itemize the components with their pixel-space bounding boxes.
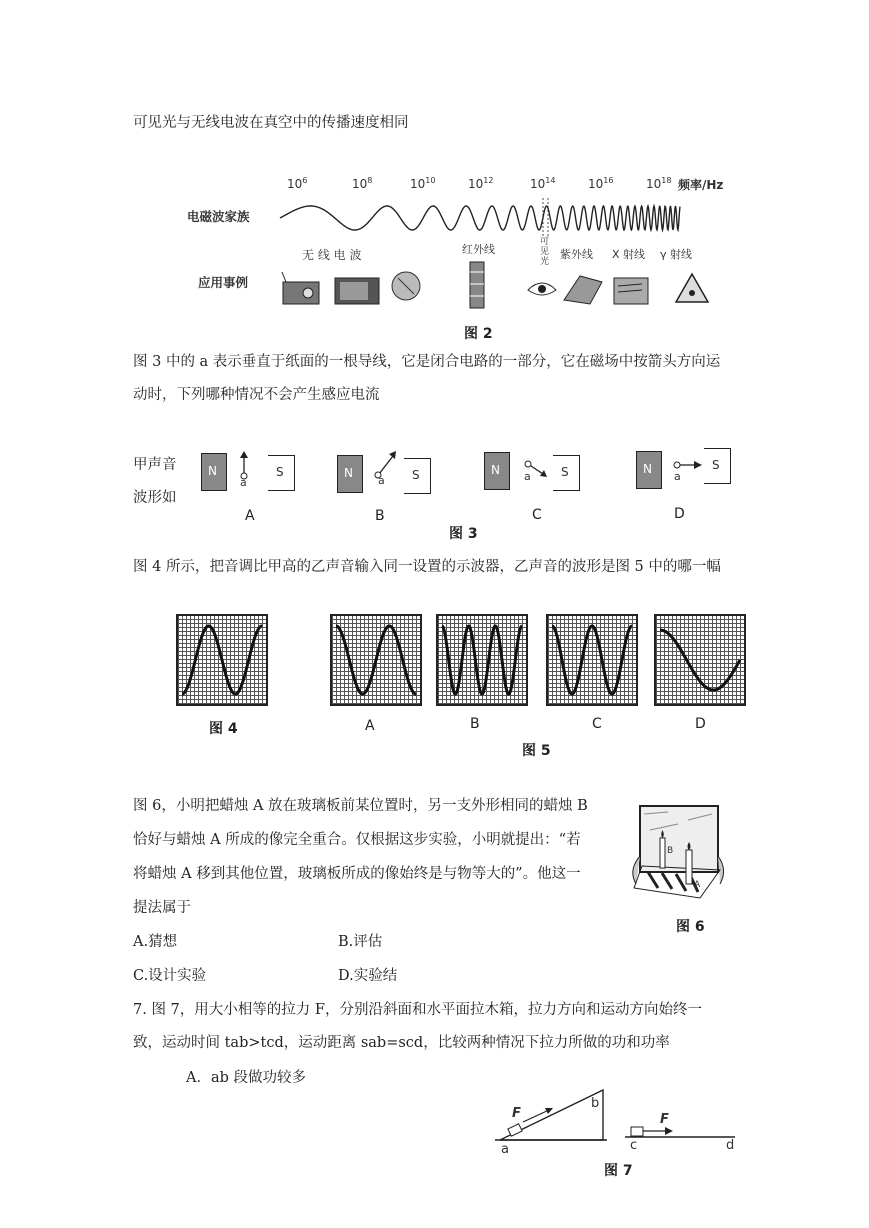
band-gamma: γ 射线 <box>660 248 693 261</box>
option-label-c: C <box>592 716 602 732</box>
q6-text-line-2: 恰好与蜡烛 A 所成的像完全重合。仅根据这步实验，小明就提出：“若 <box>133 832 581 848</box>
application-examples <box>280 260 700 310</box>
q4-text-line: 图 4 所示，把音调比甲高的乙声音输入同一设置的示波器，乙声音的波形是图 5 中的哪一幅 <box>133 559 721 575</box>
figure-3-caption: 图 3 <box>449 526 478 542</box>
freq-label-1e10: $10^{10}$ <box>410 176 436 191</box>
waveform-trace <box>552 626 632 694</box>
radiation-sign-icon <box>676 274 708 302</box>
q7-option-a: A．ab 段做功较多 <box>186 1070 307 1086</box>
wire-label: a <box>674 470 681 483</box>
band-ultraviolet: 紫外线 <box>560 248 593 261</box>
row-label-wave: 电磁波家族 <box>187 209 250 224</box>
spectrum-wave-icon <box>280 198 700 238</box>
option-label-c: C <box>532 507 542 523</box>
figure-4-caption: 图 4 <box>209 721 238 737</box>
band-radio: 无 线 电 波 <box>302 248 362 262</box>
q6-option-a: A.猜想 <box>133 934 178 950</box>
figure-6-caption: 图 6 <box>676 919 705 935</box>
wire-label: a <box>524 470 531 483</box>
waveform-trace <box>442 626 522 694</box>
magnet-north-pole: N <box>201 453 227 491</box>
q3-text-line-1: 图 3 中的 a 表示垂直于纸面的一根导线，它是闭合电路的一部分，它在磁场中按箭头方向运 <box>133 354 721 370</box>
q7-text-line-1: 7. 图 7，用大小相等的拉力 F，分别沿斜面和水平面拉木箱，拉力方向和运动方向始终一 <box>133 1002 702 1018</box>
freq-unit-label: 频率/Hz <box>678 178 724 192</box>
incline-and-horizontal-diagram <box>495 1082 745 1152</box>
microwave-icon <box>335 278 379 304</box>
freq-label-1e12: $10^{12}$ <box>468 176 494 191</box>
oscilloscope-option-a <box>330 614 422 706</box>
option-label-d: D <box>695 716 706 732</box>
freq-label-1e18: $10^{18}$ <box>646 176 672 191</box>
magnet-north-pole: N <box>337 455 363 493</box>
wire-label: a <box>240 476 247 489</box>
q3-text-line-2: 动时，下列哪种情况不会产生感应电流 <box>133 387 380 403</box>
q6-option-d: D.实验结 <box>338 968 398 984</box>
band-infrared: 红外线 <box>462 243 495 256</box>
side-text-2: 波形如 <box>133 490 177 506</box>
figure-5-caption: 图 5 <box>522 743 551 759</box>
candle-a-label: A <box>694 880 701 890</box>
wire-label: a <box>378 474 385 487</box>
oscilloscope-option-c <box>546 614 638 706</box>
freq-label-1e14: $10^{14}$ <box>530 176 556 191</box>
force-label-horizontal: F <box>660 1112 669 1127</box>
q6-text-line-1: 图 6，小明把蜡烛 A 放在玻璃板前某位置时，另一支外形相同的蜡烛 B <box>133 798 588 814</box>
freq-label-1e6: $10^6$ <box>287 176 308 191</box>
oscilloscope-option-d <box>654 614 746 706</box>
option-label-d: D <box>674 506 685 522</box>
infrared-heater-icon <box>470 262 484 308</box>
option-label-b: B <box>375 508 385 524</box>
uv-lamp-icon <box>564 276 602 304</box>
option-label-a: A <box>365 718 375 734</box>
freq-label-1e16: $10^{16}$ <box>588 176 614 191</box>
magnet-north-pole: N <box>484 452 510 490</box>
q7-text-line-2: 致，运动时间 tab>tcd，运动距离 sab=scd，比较两种情况下拉力所做的功和功率 <box>133 1035 670 1051</box>
q6-text-line-3: 将蜡烛 A 移到其他位置，玻璃板所成的像始终是与物等大的”。他这一 <box>133 866 581 882</box>
q6-option-b: B.评估 <box>338 934 383 950</box>
force-label-incline: F <box>512 1106 521 1121</box>
band-xray: X 射线 <box>612 248 646 261</box>
magnet-south-pole: S <box>704 448 731 484</box>
oscilloscope-fig4 <box>176 614 268 706</box>
point-label-c: c <box>630 1138 638 1153</box>
band-visible: 可见光 <box>540 237 550 267</box>
row-label-applications: 应用事例 <box>198 275 249 290</box>
magnet-south-pole: S <box>553 455 580 491</box>
oscilloscope-option-b <box>436 614 528 706</box>
satellite-dish-icon <box>392 272 420 300</box>
radio-icon <box>282 272 319 304</box>
figure-2-caption: 图 2 <box>464 326 493 342</box>
magnet-north-pole: N <box>636 451 662 489</box>
q6-text-line-4: 提法属于 <box>133 900 191 916</box>
option-label-a: A <box>245 508 255 524</box>
point-label-b: b <box>591 1096 600 1111</box>
waveform-trace <box>182 626 262 694</box>
point-label-a: a <box>501 1142 509 1157</box>
side-text-1: 甲声音 <box>133 457 177 473</box>
waveform-trace <box>660 630 740 690</box>
point-label-d: d <box>726 1138 735 1153</box>
magnet-south-pole: S <box>404 458 431 494</box>
q6-option-c: C.设计实验 <box>133 968 207 984</box>
magnet-south-pole: S <box>268 455 295 491</box>
eye-icon <box>528 283 556 295</box>
candle-b-label: B <box>667 846 674 856</box>
figure-7-caption: 图 7 <box>604 1163 633 1179</box>
xray-machine-icon <box>614 278 648 304</box>
freq-label-1e8: $10^8$ <box>352 176 373 191</box>
statement-line: 可见光与无线电波在真空中的传播速度相同 <box>133 115 409 131</box>
glass-plate-candle-icon <box>628 800 728 910</box>
option-label-b: B <box>470 716 480 732</box>
waveform-trace <box>336 626 416 694</box>
